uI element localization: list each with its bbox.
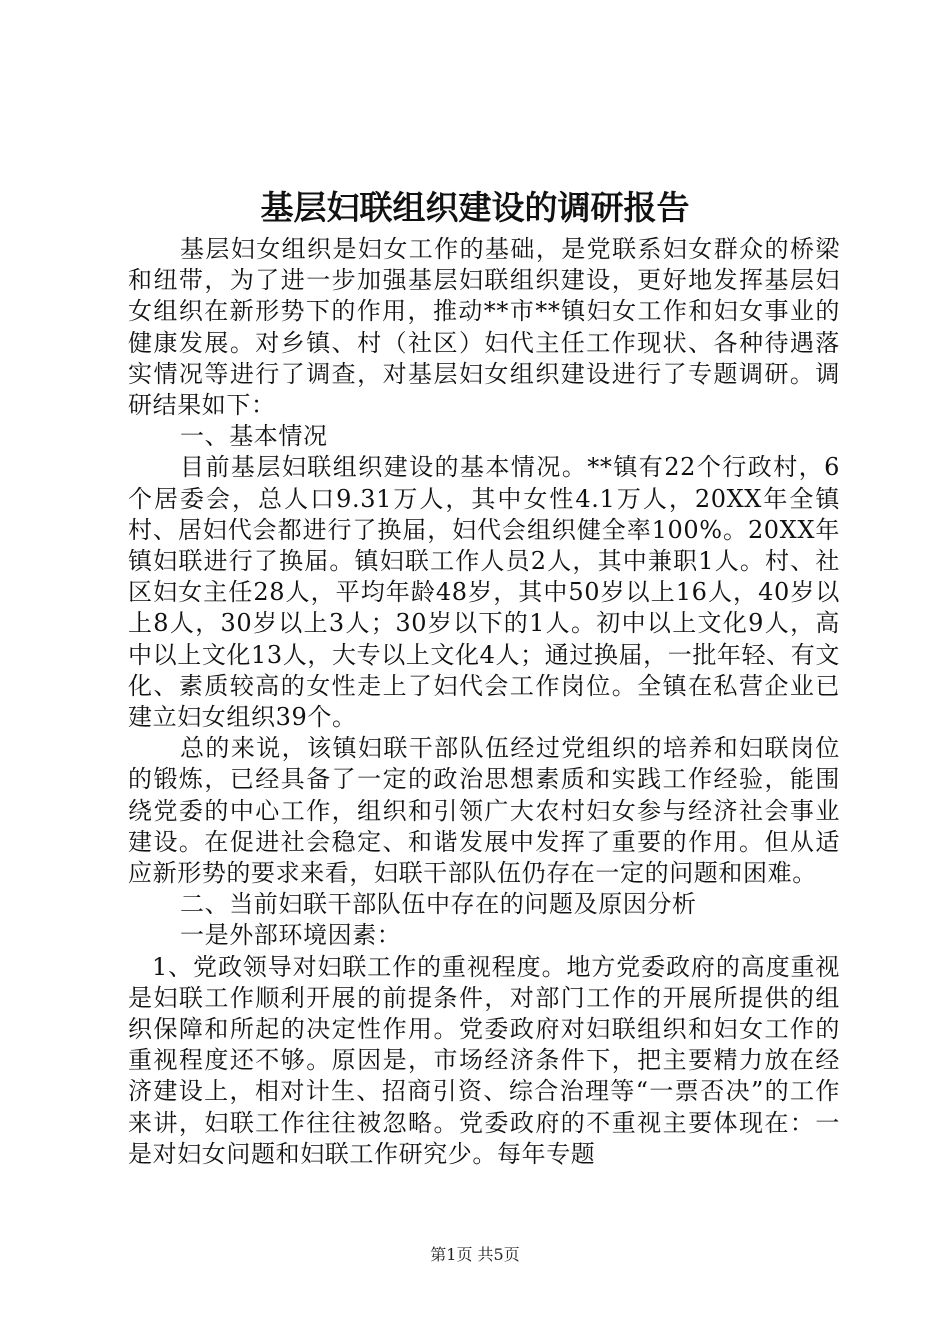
summary-paragraph: 总的来说，该镇妇联干部队伍经过党组织的培养和妇联岗位的锻炼，已经具备了一定的政治思想素质和实践工作经验，能围绕党委的中心工作，组织和引领广大农村妇女参与经济社会事业建设。在促进社会稳定、和谐发展中发挥了重要的作用。但从适应新形势的要求来看，妇联干部队伍仍存在一定的问题和困难。 xyxy=(128,734,840,888)
page-number-footer: 第1页 共5页 xyxy=(430,1245,520,1264)
document-body xyxy=(128,234,840,1170)
document-title: 基层妇联组织建设的调研报告 xyxy=(260,188,690,227)
subheading-external-factors: 一是外部环境因素： xyxy=(180,921,402,950)
section-heading-problems: 二、当前妇联干部队伍中存在的问题及原因分析 xyxy=(180,890,697,919)
section-heading-basic-situation: 一、基本情况 xyxy=(180,422,328,451)
basic-situation-paragraph: 目前基层妇联组织建设的基本情况。**镇有22个行政村，6个居委会，总人口9.31万人，其中女性4.1万人，20XX年全镇村、居妇代会都进行了换届，妇代会组织健全率100%。20XX年镇妇联进行了换届。镇妇联工作人员2人，其中兼职1人。村、社区妇女主任28人，平均年龄48岁，其中50岁以上16人，40岁以上8人，30岁以上3人；30岁以下的1人。初中以上文化9人，高中以上文化13人，大专以上文化4人；通过换届，一批年轻、有文化、素质较高的女性走上了妇代会工作岗位。全镇在私营企业已建立妇女组织39个。 xyxy=(128,453,840,732)
intro-paragraph: 基层妇女组织是妇女工作的基础，是党联系妇女群众的桥梁和纽带，为了进一步加强基层妇联组织建设，更好地发挥基层妇女组织在新形势下的作用，推动**市**镇妇女工作和妇女事业的健康发展。对乡镇、村（社区）妇代主任工作现状、各种待遇落实情况等进行了调查，对基层妇女组织建设进行了专题调研。调研结果如下： xyxy=(128,235,840,420)
point-1-paragraph: 1、党政领导对妇联工作的重视程度。地方党委政府的高度重视是妇联工作顺利开展的前提条件，对部门工作的开展所提供的组织保障和所起的决定性作用。党委政府对妇联组织和妇女工作的重视程度还不够。原因是，市场经济条件下，把主要精力放在经济建设上，相对计生、招商引资、综合治理等“一票否决”的工作来讲，妇联工作往往被忽略。党委政府的不重视主要体现在：一是对妇女问题和妇联工作研究少。每年专题 xyxy=(128,952,840,1168)
